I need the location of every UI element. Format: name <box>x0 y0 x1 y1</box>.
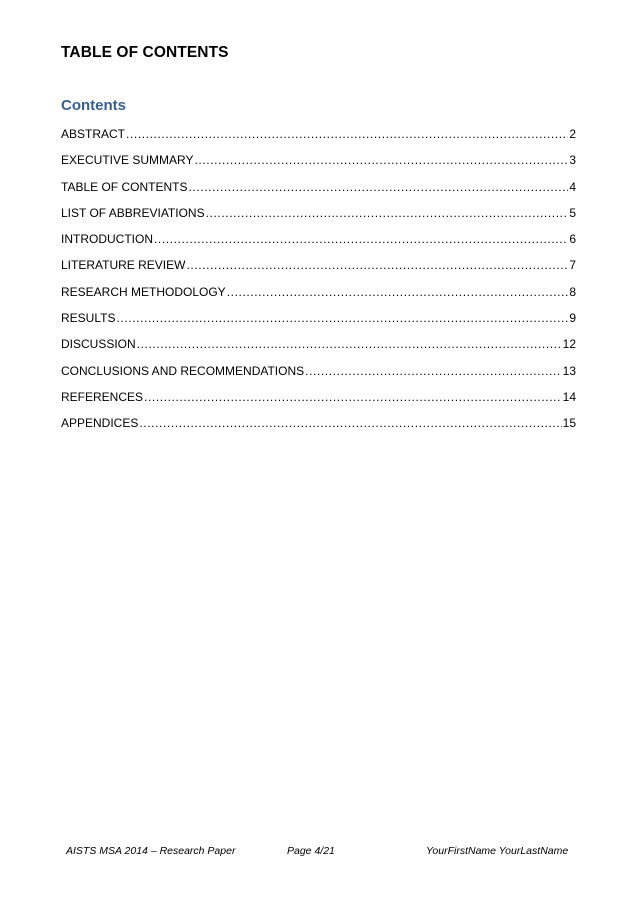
toc-page-number: 13 <box>562 363 576 378</box>
toc-entry-label: CONCLUSIONS AND RECOMMENDATIONS <box>61 363 305 378</box>
toc-page-number: 4 <box>569 179 576 194</box>
footer-page-number: Page 4/21 <box>287 845 335 857</box>
toc-dot-leader <box>144 390 562 404</box>
toc-entry-label: RESULTS <box>61 311 116 326</box>
toc-page-number: 2 <box>569 127 576 141</box>
toc-entry-label: RESEARCH METHODOLOGY <box>61 284 226 299</box>
toc-entry-introduction[interactable] <box>61 232 576 258</box>
toc-dot-leader <box>126 127 568 141</box>
toc-entry-abstract[interactable] <box>61 127 576 153</box>
toc-entry-label: LIST OF ABBREVIATIONS <box>61 205 205 220</box>
toc-dot-leader <box>154 232 568 246</box>
toc-page-number: 7 <box>569 258 576 273</box>
contents-heading: Contents <box>61 97 126 114</box>
toc-dot-leader <box>137 337 562 351</box>
toc-dot-leader <box>305 364 562 378</box>
toc-dot-leader <box>194 153 568 167</box>
footer-author-name: YourFirstName YourLastName <box>426 845 569 857</box>
toc-dot-leader <box>116 311 568 325</box>
toc-entry-research-methodology[interactable] <box>61 285 576 311</box>
toc-dot-leader <box>139 416 561 430</box>
toc-dot-leader <box>206 206 569 220</box>
page-title: TABLE OF CONTENTS <box>61 44 229 61</box>
toc-page-number: 5 <box>569 205 576 220</box>
toc-entry-executive-summary[interactable] <box>61 153 576 179</box>
footer-course-title: AISTS MSA 2014 – Research Paper <box>66 845 236 857</box>
toc-page-number: 14 <box>562 389 576 404</box>
toc-entry-label: ABSTRACT <box>61 127 126 141</box>
toc-entry-table-of-contents[interactable] <box>61 180 576 206</box>
toc-page-number: 12 <box>562 337 576 352</box>
toc-entry-label: TABLE OF CONTENTS <box>61 179 188 194</box>
toc-entry-label: REFERENCES <box>61 389 144 404</box>
toc-dot-leader <box>186 258 568 272</box>
toc-dot-leader <box>188 180 568 194</box>
toc-entry-references[interactable] <box>61 390 576 416</box>
toc-entry-results[interactable] <box>61 311 576 337</box>
toc-entry-list-of-abbreviations[interactable] <box>61 206 576 232</box>
toc-entry-appendices[interactable] <box>61 416 576 442</box>
toc-entry-literature-review[interactable] <box>61 258 576 284</box>
toc-entry-label: LITERATURE REVIEW <box>61 258 186 273</box>
toc-entry-label: APPENDICES <box>61 416 139 431</box>
toc-page-number: 3 <box>569 153 576 168</box>
toc-page-number: 9 <box>569 311 576 326</box>
toc-page-number: 6 <box>569 232 576 247</box>
toc-page-number: 15 <box>562 416 576 431</box>
toc-entry-discussion[interactable] <box>61 337 576 363</box>
toc-entry-label: DISCUSSION <box>61 337 136 352</box>
toc-dot-leader <box>227 285 569 299</box>
toc-entry-label: EXECUTIVE SUMMARY <box>61 153 194 168</box>
table-of-contents <box>61 127 576 443</box>
toc-entry-conclusions[interactable] <box>61 364 576 390</box>
toc-entry-label: INTRODUCTION <box>61 232 153 247</box>
toc-page-number: 8 <box>569 284 576 299</box>
